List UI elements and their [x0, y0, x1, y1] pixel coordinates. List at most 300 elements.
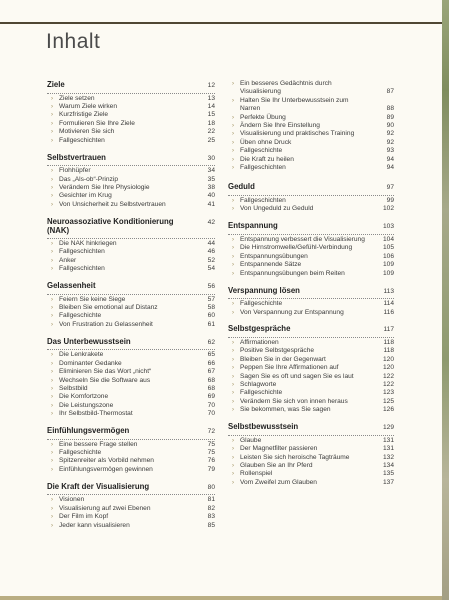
- toc-entry[interactable]: [228, 356, 394, 364]
- chapter-title: Die Kraft der Visualisierung: [47, 481, 150, 491]
- toc-entry-label-wrap: [47, 466, 153, 474]
- toc-entry-label-wrap: [228, 270, 345, 278]
- chapter-title: Selbstvertrauen: [47, 152, 106, 162]
- toc-entry[interactable]: [47, 449, 215, 457]
- chevron-right-icon: ›: [51, 95, 53, 102]
- toc-entry-label-wrap: [47, 385, 88, 393]
- toc-entry-text: Sagen Sie es oft und sagen Sie es laut: [240, 372, 354, 380]
- toc-entry-page: 104: [382, 235, 394, 243]
- chevron-right-icon: ›: [51, 201, 53, 208]
- toc-entry-page: 81: [207, 496, 215, 504]
- chapter-title: Entspannung: [228, 221, 278, 231]
- toc-entry[interactable]: [47, 466, 215, 474]
- toc-entry[interactable]: [47, 410, 215, 418]
- toc-entry-text: Die Hirnstromwelle/Gefühl-Verbindung: [240, 244, 353, 252]
- chevron-right-icon: ›: [51, 193, 53, 200]
- chevron-right-icon: ›: [51, 352, 53, 359]
- chevron-right-icon: ›: [51, 313, 53, 320]
- toc-entry-text: Entspannungsübungen: [240, 252, 308, 260]
- toc-entry-page: 75: [207, 449, 215, 457]
- toc-entry[interactable]: [47, 103, 215, 111]
- toc-entry[interactable]: [47, 351, 215, 359]
- toc-entry-label-wrap: [47, 449, 101, 457]
- chevron-right-icon: ›: [232, 437, 234, 444]
- chevron-right-icon: ›: [51, 249, 53, 256]
- toc-chapter-heading[interactable]: [47, 281, 215, 295]
- toc-entry[interactable]: [228, 309, 394, 317]
- chevron-right-icon: ›: [51, 385, 53, 392]
- toc-entry[interactable]: [47, 513, 215, 521]
- toc-entry[interactable]: [47, 393, 215, 401]
- toc-entry-label-wrap: [228, 244, 352, 252]
- toc-entry-label-wrap: [228, 347, 314, 355]
- chapter-page: 103: [382, 223, 394, 231]
- chevron-right-icon: ›: [51, 466, 53, 473]
- chevron-right-icon: ›: [232, 253, 234, 260]
- chevron-right-icon: ›: [232, 301, 234, 308]
- toc-entry[interactable]: [47, 360, 215, 368]
- toc-entry-text: Von Ungeduld zu Geduld: [240, 205, 314, 213]
- chevron-right-icon: ›: [51, 266, 53, 273]
- toc-entry[interactable]: [228, 205, 394, 213]
- toc-entry-label-wrap: [47, 393, 108, 401]
- toc-entry-page: 87: [386, 88, 394, 96]
- toc-chapter-heading[interactable]: [228, 221, 394, 235]
- toc-entry-label-wrap: [47, 360, 122, 368]
- chapter-title: Neuroassoziative Konditionierung (NAK): [47, 216, 174, 236]
- chevron-right-icon: ›: [232, 454, 234, 461]
- toc-entry-page: 83: [207, 513, 215, 521]
- chevron-right-icon: ›: [51, 129, 53, 136]
- toc-entry-label-wrap: [228, 197, 286, 205]
- toc-entry[interactable]: [47, 240, 215, 248]
- toc-entry[interactable]: [47, 321, 215, 329]
- toc-entry[interactable]: [47, 137, 215, 145]
- chapter-page: 80: [207, 483, 215, 491]
- toc-entry-label-wrap: [47, 248, 105, 256]
- chevron-right-icon: ›: [51, 120, 53, 127]
- toc-chapter-heading[interactable]: [47, 217, 215, 239]
- toc-entry[interactable]: [228, 122, 394, 130]
- toc-entry-page: 89: [386, 113, 394, 121]
- toc-entry-label-wrap: [228, 97, 368, 114]
- toc-entry-label-wrap: [47, 192, 112, 200]
- toc-chapter: [228, 422, 394, 487]
- toc-entry[interactable]: [47, 377, 215, 385]
- toc-chapter: [228, 182, 394, 213]
- toc-entry[interactable]: [228, 339, 394, 347]
- toc-entry-text: Glaube: [240, 436, 262, 444]
- chevron-right-icon: ›: [51, 377, 53, 384]
- toc-chapter-heading[interactable]: [228, 422, 394, 436]
- toc-chapter: [47, 281, 215, 329]
- toc-chapter: [228, 324, 394, 414]
- toc-entry-label-wrap: [47, 368, 151, 376]
- toc-chapter-heading[interactable]: [47, 153, 215, 167]
- toc-entry-page: 58: [207, 303, 215, 311]
- chevron-right-icon: ›: [232, 198, 234, 205]
- toc-entry[interactable]: [47, 128, 215, 136]
- chevron-right-icon: ›: [51, 394, 53, 401]
- toc-entry-text: Affirmationen: [240, 339, 279, 346]
- toc-entry[interactable]: [228, 147, 394, 155]
- toc-entry[interactable]: [228, 156, 394, 164]
- toc-entry-label-wrap: [47, 351, 103, 359]
- toc-chapter-heading[interactable]: [228, 286, 394, 300]
- toc-entry-text: Die Leistungszone: [59, 401, 114, 409]
- toc-entry-page: 123: [382, 389, 394, 397]
- toc-entry-text: Fallgeschichten: [59, 136, 105, 144]
- chevron-right-icon: ›: [51, 184, 53, 191]
- chevron-right-icon: ›: [51, 458, 53, 465]
- toc-right-column: [228, 80, 394, 495]
- chevron-right-icon: ›: [232, 365, 234, 372]
- toc-chapter-heading[interactable]: [47, 337, 215, 351]
- toc-entry[interactable]: [228, 389, 394, 397]
- chevron-right-icon: ›: [232, 139, 234, 146]
- toc-entry[interactable]: [228, 80, 394, 97]
- toc-chapter-heading[interactable]: [47, 426, 215, 440]
- toc-entry-page: 52: [207, 256, 215, 264]
- toc-entry-text: Warum Ziele wirken: [59, 103, 118, 110]
- toc-entry-text: Spitzenreiter als Vorbild nehmen: [59, 457, 154, 465]
- toc-entry-page: 137: [382, 478, 394, 486]
- toc-chapter-heading[interactable]: [47, 482, 215, 496]
- toc-entry-page: 65: [207, 351, 215, 359]
- toc-entry-label-wrap: [228, 398, 348, 406]
- toc-entry-label-wrap: [228, 300, 282, 308]
- toc-entry-label-wrap: [228, 147, 282, 155]
- toc-entry-text: Glauben Sie an Ihr Pferd: [240, 461, 313, 469]
- toc-chapter-heading[interactable]: [47, 80, 215, 94]
- toc-entry-page: 61: [207, 320, 215, 328]
- toc-entry-label-wrap: [47, 176, 118, 184]
- chevron-right-icon: ›: [51, 514, 53, 521]
- toc-entry-label-wrap: [47, 120, 135, 128]
- toc-entry-page: 109: [382, 261, 394, 269]
- toc-entry-label-wrap: [47, 296, 125, 304]
- toc-entry-text: Perfekte Übung: [240, 113, 286, 121]
- toc-entry-label-wrap: [228, 164, 286, 172]
- toc-entry-label-wrap: [228, 470, 272, 478]
- toc-entry-page: 38: [207, 183, 215, 191]
- toc-entry[interactable]: [47, 167, 215, 175]
- toc-chapter-heading[interactable]: [228, 182, 394, 196]
- chevron-right-icon: ›: [51, 402, 53, 409]
- toc-entry[interactable]: [47, 296, 215, 304]
- chapter-page: 56: [207, 282, 215, 290]
- toc-entry[interactable]: [47, 522, 215, 530]
- toc-chapter: [228, 221, 394, 278]
- toc-entry-label-wrap: [47, 312, 101, 320]
- toc-entry[interactable]: [47, 368, 215, 376]
- toc-entry-text: Die Kraft zu heilen: [240, 155, 294, 163]
- toc-entry-label-wrap: [228, 236, 365, 244]
- toc-entry-page: 22: [207, 128, 215, 136]
- toc-entry-text: Motivieren Sie sich: [59, 128, 115, 136]
- toc-entry[interactable]: [47, 111, 215, 119]
- toc-entry[interactable]: [47, 265, 215, 273]
- toc-entry-page: 135: [382, 470, 394, 478]
- chevron-right-icon: ›: [51, 441, 53, 448]
- toc-entry-page: 68: [207, 384, 215, 392]
- toc-entry[interactable]: [47, 304, 215, 312]
- toc-entry-page: 44: [207, 239, 215, 247]
- toc-entry-page: 122: [382, 372, 394, 380]
- chevron-right-icon: ›: [232, 446, 234, 453]
- toc-entry-text: Formulieren Sie Ihre Ziele: [59, 119, 135, 127]
- toc-entry[interactable]: [47, 505, 215, 513]
- toc-entry-text: Ändern Sie Ihre Einstellung: [240, 122, 320, 130]
- toc-chapter: [47, 337, 215, 419]
- chevron-right-icon: ›: [232, 382, 234, 389]
- chevron-right-icon: ›: [232, 81, 234, 87]
- toc-entry-label-wrap: [228, 381, 276, 389]
- toc-entry-page: 116: [383, 308, 394, 316]
- toc-entry[interactable]: [47, 120, 215, 128]
- toc-entry[interactable]: [228, 139, 394, 147]
- toc-entry-page: 70: [207, 401, 215, 409]
- chapter-page: 30: [207, 154, 215, 162]
- chevron-right-icon: ›: [232, 148, 234, 155]
- toc-entry-page: 94: [386, 155, 394, 163]
- toc-entry-text: Die Lenkrakete: [59, 351, 104, 359]
- toc-entry-page: 15: [207, 111, 215, 119]
- toc-entry[interactable]: [47, 402, 215, 410]
- chevron-right-icon: ›: [51, 112, 53, 119]
- toc-entry-text: Sie bekommen, was Sie sagen: [240, 406, 331, 414]
- toc-entry-page: 105: [382, 244, 394, 252]
- chapter-title: Einfühlungsvermögen: [47, 426, 130, 436]
- chevron-right-icon: ›: [51, 360, 53, 367]
- toc-entry-label-wrap: [47, 201, 166, 209]
- chevron-right-icon: ›: [51, 369, 53, 376]
- chevron-right-icon: ›: [51, 137, 53, 144]
- toc-entry-page: 35: [207, 175, 215, 183]
- toc-entry-label-wrap: [47, 457, 154, 465]
- toc-entry[interactable]: [47, 184, 215, 192]
- chapter-title: Selbstbewusstsein: [228, 422, 299, 432]
- toc-entry-page: 82: [207, 504, 215, 512]
- toc-entry[interactable]: [47, 176, 215, 184]
- toc-entry-page: 18: [207, 119, 215, 127]
- toc-entry-text: Ihr Selbstbild-Thermostat: [59, 410, 133, 418]
- toc-entry-page: 125: [382, 397, 394, 405]
- toc-entry-page: 67: [207, 368, 215, 376]
- toc-entry[interactable]: [228, 398, 394, 406]
- toc-entry[interactable]: [47, 441, 215, 449]
- toc-entry[interactable]: [228, 130, 394, 138]
- toc-entry[interactable]: [47, 192, 215, 200]
- toc-entry[interactable]: [228, 164, 394, 172]
- toc-entry[interactable]: [228, 97, 394, 114]
- toc-entry[interactable]: [228, 236, 394, 244]
- toc-entry[interactable]: [228, 270, 394, 278]
- toc-entry-label-wrap: [47, 505, 151, 513]
- toc-entry-label-wrap: [47, 522, 130, 530]
- toc-entry-label-wrap: [47, 257, 76, 265]
- toc-entry[interactable]: [228, 300, 394, 308]
- chapter-page: 117: [383, 326, 394, 334]
- chevron-right-icon: ›: [232, 309, 234, 316]
- toc-entry-label-wrap: [228, 445, 317, 453]
- toc-entry-text: Jeder kann visualisieren: [59, 521, 130, 529]
- toc-chapter: [47, 80, 215, 145]
- toc-entry-label-wrap: [47, 128, 114, 136]
- toc-entry[interactable]: [228, 406, 394, 414]
- toc-entry[interactable]: [228, 261, 394, 269]
- toc-entry-label-wrap: [47, 137, 105, 145]
- chevron-right-icon: ›: [232, 390, 234, 397]
- toc-entry-text: Das „Als-ob“-Prinzip: [59, 175, 118, 183]
- toc-chapter: [47, 426, 215, 474]
- toc-left-column: [47, 80, 215, 537]
- toc-entry-text: Dominanter Gedanke: [59, 359, 122, 367]
- toc-entry-text: Von Verspannung zur Entspannung: [240, 308, 344, 316]
- toc-entry-text: Flohhüpfer: [59, 167, 91, 175]
- chevron-right-icon: ›: [51, 296, 53, 303]
- toc-entry[interactable]: [47, 496, 215, 504]
- toc-entry[interactable]: [47, 385, 215, 393]
- toc-chapter: [47, 482, 215, 530]
- toc-entry-page: 131: [382, 436, 394, 444]
- toc-entry-page: 92: [386, 130, 394, 138]
- chevron-right-icon: ›: [51, 522, 53, 529]
- toc-entry[interactable]: [228, 253, 394, 261]
- toc-entry-page: 25: [207, 136, 215, 144]
- toc-entry[interactable]: [228, 479, 394, 487]
- toc-entry-text: Entspannende Sätze: [240, 261, 302, 269]
- toc-entry-label-wrap: [47, 496, 84, 504]
- toc-entry-label-wrap: [47, 95, 95, 103]
- chapter-page: 62: [207, 338, 215, 346]
- chevron-right-icon: ›: [232, 156, 234, 163]
- chapter-title: Selbstgespräche: [228, 324, 291, 334]
- toc-entry[interactable]: [228, 197, 394, 205]
- toc-entry-page: 109: [382, 269, 394, 277]
- toc-entry-page: 134: [382, 461, 394, 469]
- chevron-right-icon: ›: [232, 206, 234, 213]
- chevron-right-icon: ›: [232, 245, 234, 252]
- toc-entry[interactable]: [47, 312, 215, 320]
- toc-entry-page: 70: [207, 410, 215, 418]
- toc-entry-page: 120: [382, 355, 394, 363]
- toc-entry-text: Vom Zweifel zum Glauben: [240, 478, 317, 486]
- chevron-right-icon: ›: [232, 123, 234, 130]
- chevron-right-icon: ›: [232, 270, 234, 277]
- toc-entry-page: 54: [207, 265, 215, 273]
- chapter-page: 12: [207, 82, 215, 89]
- toc-entry-text: Visualisierung und praktisches Training: [240, 130, 355, 138]
- toc-entry[interactable]: [228, 454, 394, 462]
- toc-entry-text: Kurzfristige Ziele: [59, 111, 109, 119]
- toc-entry-label-wrap: [228, 437, 261, 445]
- toc-chapter-continued: [228, 80, 394, 172]
- toc-entry[interactable]: [47, 95, 215, 103]
- toc-entry[interactable]: [228, 381, 394, 389]
- toc-entry-page: 126: [382, 406, 394, 414]
- toc-entry-text: Entspannung verbessert die Visualisierung: [240, 235, 365, 243]
- toc-entry-text: Feiern Sie keine Siege: [59, 295, 126, 303]
- toc-entry-text: Wechseln Sie die Software aus: [59, 376, 151, 384]
- toc-entry[interactable]: [228, 445, 394, 453]
- toc-entry-page: 66: [207, 359, 215, 367]
- toc-entry-label-wrap: [47, 111, 108, 119]
- chevron-right-icon: ›: [232, 97, 234, 104]
- toc-entry-page: 92: [386, 138, 394, 146]
- toc-entry[interactable]: [228, 470, 394, 478]
- chevron-right-icon: ›: [51, 450, 53, 457]
- toc-entry-text: Von Frustration zu Gelassenheit: [59, 320, 153, 328]
- toc-entry[interactable]: [228, 462, 394, 470]
- toc-entry-text: Fallgeschichte: [59, 312, 102, 320]
- toc-entry[interactable]: [228, 437, 394, 445]
- toc-entry-text: Fallgeschichte: [240, 389, 283, 397]
- toc-entry[interactable]: [47, 257, 215, 265]
- toc-entry[interactable]: [228, 347, 394, 355]
- chevron-right-icon: ›: [232, 165, 234, 172]
- chevron-right-icon: ›: [51, 257, 53, 264]
- chevron-right-icon: ›: [232, 114, 234, 121]
- toc-entry-label-wrap: [47, 167, 91, 175]
- chevron-right-icon: ›: [51, 321, 53, 328]
- toc-entry-page: 85: [207, 521, 215, 529]
- chevron-right-icon: ›: [51, 411, 53, 418]
- toc-entry-text: Schlagworte: [240, 381, 277, 389]
- toc-chapter: [47, 217, 215, 274]
- toc-entry-page: 88: [386, 105, 394, 113]
- header-rule: [0, 22, 442, 24]
- toc-entry-label-wrap: [47, 377, 150, 385]
- chevron-right-icon: ›: [232, 131, 234, 138]
- toc-entry-text: Fallgeschichten: [240, 164, 286, 172]
- chevron-right-icon: ›: [51, 505, 53, 512]
- toc-entry-text: Üben ohne Druck: [240, 138, 292, 146]
- toc-entry-text: Fallgeschichte: [59, 449, 102, 457]
- toc-entry[interactable]: [47, 201, 215, 209]
- toc-entry-page: 40: [207, 192, 215, 200]
- toc-entry-text: Die NAK hinkriegen: [59, 239, 117, 247]
- toc-entry[interactable]: [228, 244, 394, 252]
- toc-entry[interactable]: [228, 364, 394, 372]
- toc-entry-text: Von Unsicherheit zu Selbstvertrauen: [59, 200, 166, 208]
- toc-entry[interactable]: [47, 457, 215, 465]
- toc-chapter-heading[interactable]: [228, 324, 394, 338]
- toc-entry-page: 122: [382, 381, 394, 389]
- toc-entry-text: Der Magnetfilter passieren: [240, 445, 318, 453]
- toc-entry-page: 93: [386, 147, 394, 155]
- toc-entry-page: 13: [207, 94, 215, 102]
- toc-chapter: [228, 286, 394, 317]
- toc-entry-label-wrap: [228, 156, 294, 164]
- chapter-page: 72: [207, 428, 215, 436]
- chapter-page: 129: [382, 424, 394, 432]
- toc-entry-label-wrap: [228, 454, 349, 462]
- chevron-right-icon: ›: [232, 236, 234, 243]
- toc-entry-label-wrap: [228, 373, 354, 381]
- toc-entry[interactable]: [228, 373, 394, 381]
- toc-entry[interactable]: [228, 114, 394, 122]
- toc-entry[interactable]: [47, 248, 215, 256]
- toc-entry-page: 46: [207, 248, 215, 256]
- toc-entry-label-wrap: [47, 513, 108, 521]
- toc-entry-text: Verändern Sie sich von innen heraus: [240, 397, 348, 405]
- chapter-page: 97: [386, 184, 394, 192]
- chapter-page: 42: [207, 218, 215, 226]
- chapter-title: Ziele: [47, 80, 65, 89]
- toc-entry-label-wrap: [228, 139, 291, 147]
- toc-entry-text: Eliminieren Sie das Wort „nicht“: [59, 368, 152, 376]
